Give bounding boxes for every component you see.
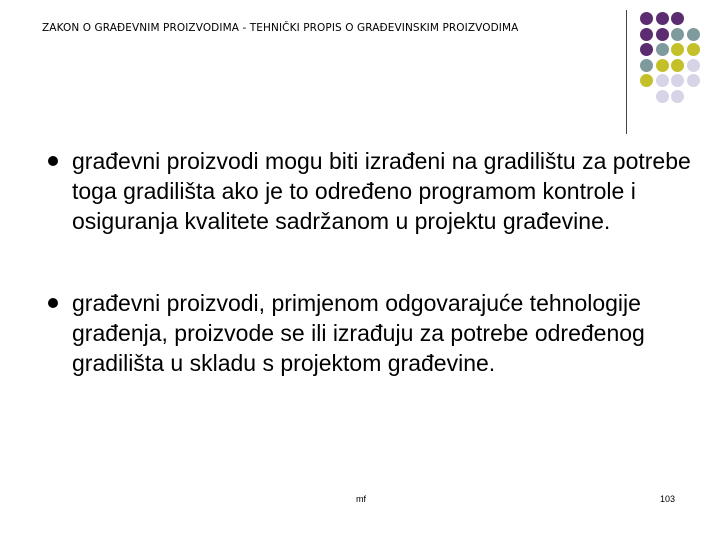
decorative-dot bbox=[640, 74, 653, 87]
bullet-list bbox=[48, 146, 691, 378]
decorative-dot bbox=[687, 59, 700, 72]
decorative-dot bbox=[656, 74, 669, 87]
bullet-icon bbox=[48, 156, 58, 166]
decorative-dot bbox=[671, 43, 684, 56]
decorative-dot bbox=[640, 28, 653, 41]
decorative-dot-grid bbox=[0, 0, 720, 140]
decorative-dot bbox=[671, 12, 684, 25]
decorative-dot bbox=[671, 59, 684, 72]
decorative-dot bbox=[640, 43, 653, 56]
decorative-dot bbox=[687, 28, 700, 41]
header-divider-line bbox=[626, 10, 627, 134]
bullet-item bbox=[48, 146, 691, 236]
bullet-text: građevni proizvodi, primjenom odgovarajuće tehnologije građenja, proizvode se ili izrađuju za potrebe određenog gradilišta u skladu s projektom građevine. bbox=[72, 290, 645, 376]
decorative-dot bbox=[687, 74, 700, 87]
decorative-dot bbox=[656, 90, 669, 103]
decorative-dot bbox=[656, 12, 669, 25]
decorative-dot bbox=[671, 28, 684, 41]
footer-author: mf bbox=[356, 494, 366, 504]
bullet-item bbox=[48, 288, 688, 378]
decorative-dot bbox=[656, 59, 669, 72]
decorative-dot bbox=[687, 43, 700, 56]
page-number: 103 bbox=[660, 494, 676, 504]
bullet-text: građevni proizvodi mogu biti izrađeni na gradilištu za potrebe toga gradilišta ako je to određeno programom kontrole i osiguranja kvalitete sadržanom u projektu građevine. bbox=[72, 148, 691, 234]
decorative-dot bbox=[671, 90, 684, 103]
decorative-dot bbox=[656, 28, 669, 41]
bullet-icon bbox=[48, 298, 58, 308]
decorative-dot bbox=[671, 74, 684, 87]
decorative-dot bbox=[640, 59, 653, 72]
slide-header: ZAKON O GRAĐEVNIM PROIZVODIMA - TEHNIČKI PROPIS O GRAĐEVINSKIM PROIZVODIMA bbox=[42, 22, 519, 34]
decorative-dot bbox=[640, 12, 653, 25]
decorative-dot bbox=[656, 43, 669, 56]
